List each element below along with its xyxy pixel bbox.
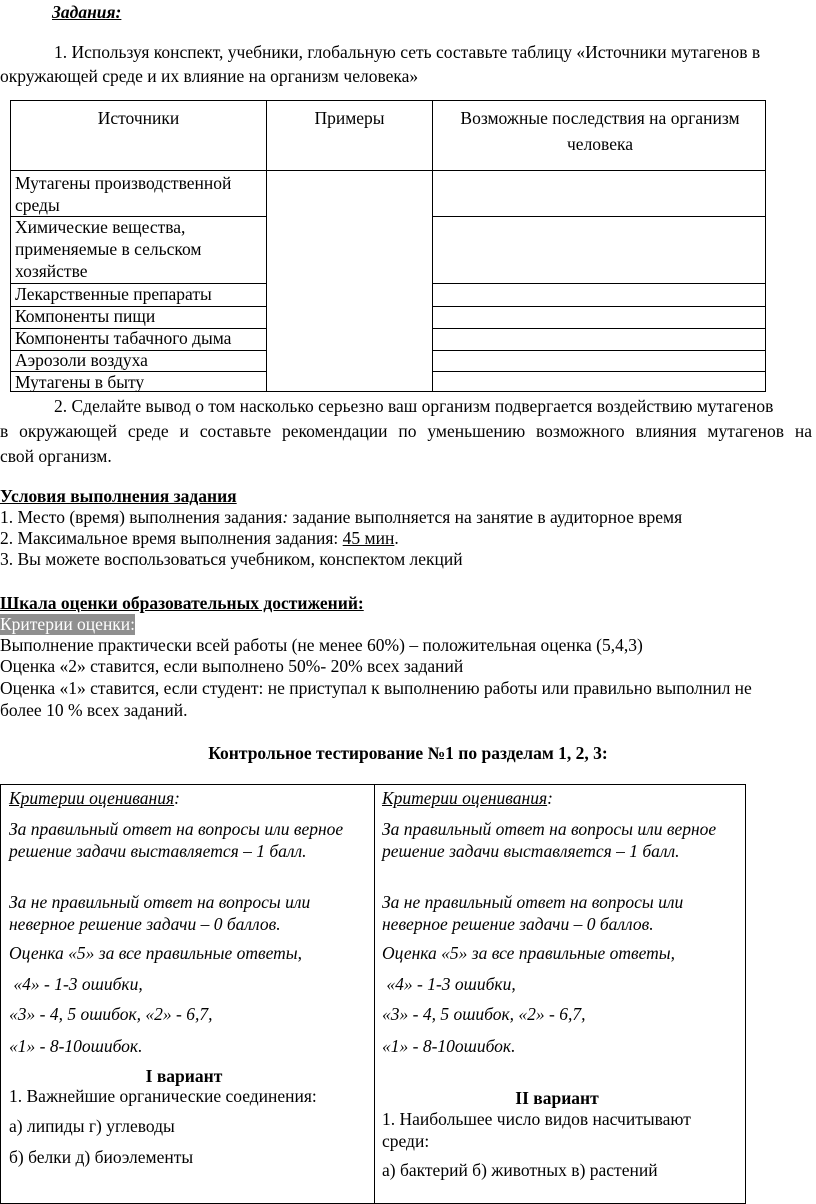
criteria-p1: За правильный ответ на вопросы или верное решение задачи выставляется – 1 балл.	[382, 819, 717, 861]
criteria-p6: «1» - 8-10ошибок.	[382, 1036, 516, 1056]
header-effects: Возможные последствия на организм человека	[460, 108, 740, 154]
test-heading: Контрольное тестирование №1 по разделам 1, 2, 3:	[208, 743, 608, 763]
question-1: 1. Наибольшее число видов насчитывают среди:	[382, 1109, 691, 1151]
header-sources: Источники	[97, 108, 180, 128]
answer-line-2: б) белки д) биоэлементы	[9, 1147, 194, 1167]
scale-line-4: более 10 % всех заданий.	[0, 700, 188, 720]
task2-line1: 2. Сделайте вывод о том насколько серьезно ваш организм подвергается воздействию мутагенов	[54, 396, 774, 416]
criteria-p5: «3» - 4, 5 ошибок, «2» - 6,7,	[9, 1004, 213, 1024]
test-table	[0, 784, 746, 1204]
criteria-title: Критерии оценивания:	[9, 788, 180, 808]
criteria-p2: За не правильный ответ на вопросы или неверное решение задачи – 0 баллов.	[382, 892, 684, 934]
answer-line-1: а) липиды г) углеводы	[9, 1116, 175, 1136]
tasks-heading: Задания:	[52, 2, 122, 22]
question-1: 1. Важнейшие органические соединения:	[9, 1086, 317, 1106]
scale-heading: Шкала оценки образовательных достижений:	[0, 593, 364, 613]
variant-title: II вариант	[515, 1088, 599, 1108]
task2-line2: в окружающей среде и составьте рекомендации по уменьшению возможного влияния мутагенов на	[0, 421, 812, 441]
criteria-p3: Оценка «5» за все правильные ответы,	[382, 943, 676, 963]
table-row: Мутагены производственной среды	[15, 173, 232, 215]
table-row: Химические вещества, применяемые в сельском хозяйстве	[15, 217, 202, 281]
criteria-label: Критерии оценки:	[0, 614, 136, 634]
criteria-p4: «4» - 1-3 ошибки,	[9, 974, 143, 994]
condition-item-1: 1. Место (время) выполнения задания: задание выполняется на занятие в аудиторное время	[0, 507, 683, 527]
task1-line2: окружающей среде и их влияние на организм человека»	[0, 66, 419, 86]
header-examples: Примеры	[314, 108, 385, 128]
criteria-p4: «4» - 1-3 ошибки,	[382, 974, 516, 994]
condition-item-2: 2. Максимальное время выполнения задания: 45 мин.	[0, 528, 399, 548]
criteria-p5: «3» - 4, 5 ошибок, «2» - 6,7,	[382, 1004, 586, 1024]
mutagen-sources-table	[10, 100, 766, 392]
criteria-p1: За правильный ответ на вопросы или верное решение задачи выставляется – 1 балл.	[9, 819, 344, 861]
table-row: Аэрозоли воздуха	[15, 350, 148, 370]
table-row: Компоненты пищи	[15, 306, 156, 326]
task2-line3: свой организм.	[0, 446, 112, 466]
task1-line1: 1. Используя конспект, учебники, глобальную сеть составьте таблицу «Источники мутагенов в	[54, 42, 761, 62]
criteria-p3: Оценка «5» за все правильные ответы,	[9, 943, 303, 963]
scale-line-2: Оценка «2» ставится, если выполнено 50%- 20% всех заданий	[0, 656, 464, 676]
variant-title: I вариант	[145, 1066, 223, 1086]
condition-item-3: 3. Вы можете воспользоваться учебником, конспектом лекций	[0, 549, 463, 569]
criteria-p2: За не правильный ответ на вопросы или неверное решение задачи – 0 баллов.	[9, 892, 311, 934]
criteria-title: Критерии оценивания:	[382, 788, 553, 808]
table-row: Лекарственные препараты	[15, 284, 212, 304]
criteria-p6: «1» - 8-10ошибок.	[9, 1036, 143, 1056]
scale-line-1: Выполнение практически всей работы (не менее 60%) – положительная оценка (5,4,3)	[0, 635, 643, 655]
scale-line-3: Оценка «1» ставится, если студент: не приступал к выполнению работы или правильно выполнил не	[0, 678, 752, 698]
table-row: Мутагены в быту	[15, 372, 145, 392]
conditions-heading: Условия выполнения задания	[0, 486, 237, 506]
table-row: Компоненты табачного дыма	[15, 328, 232, 348]
answer-line-1: а) бактерий б) животных в) растений	[382, 1160, 658, 1180]
